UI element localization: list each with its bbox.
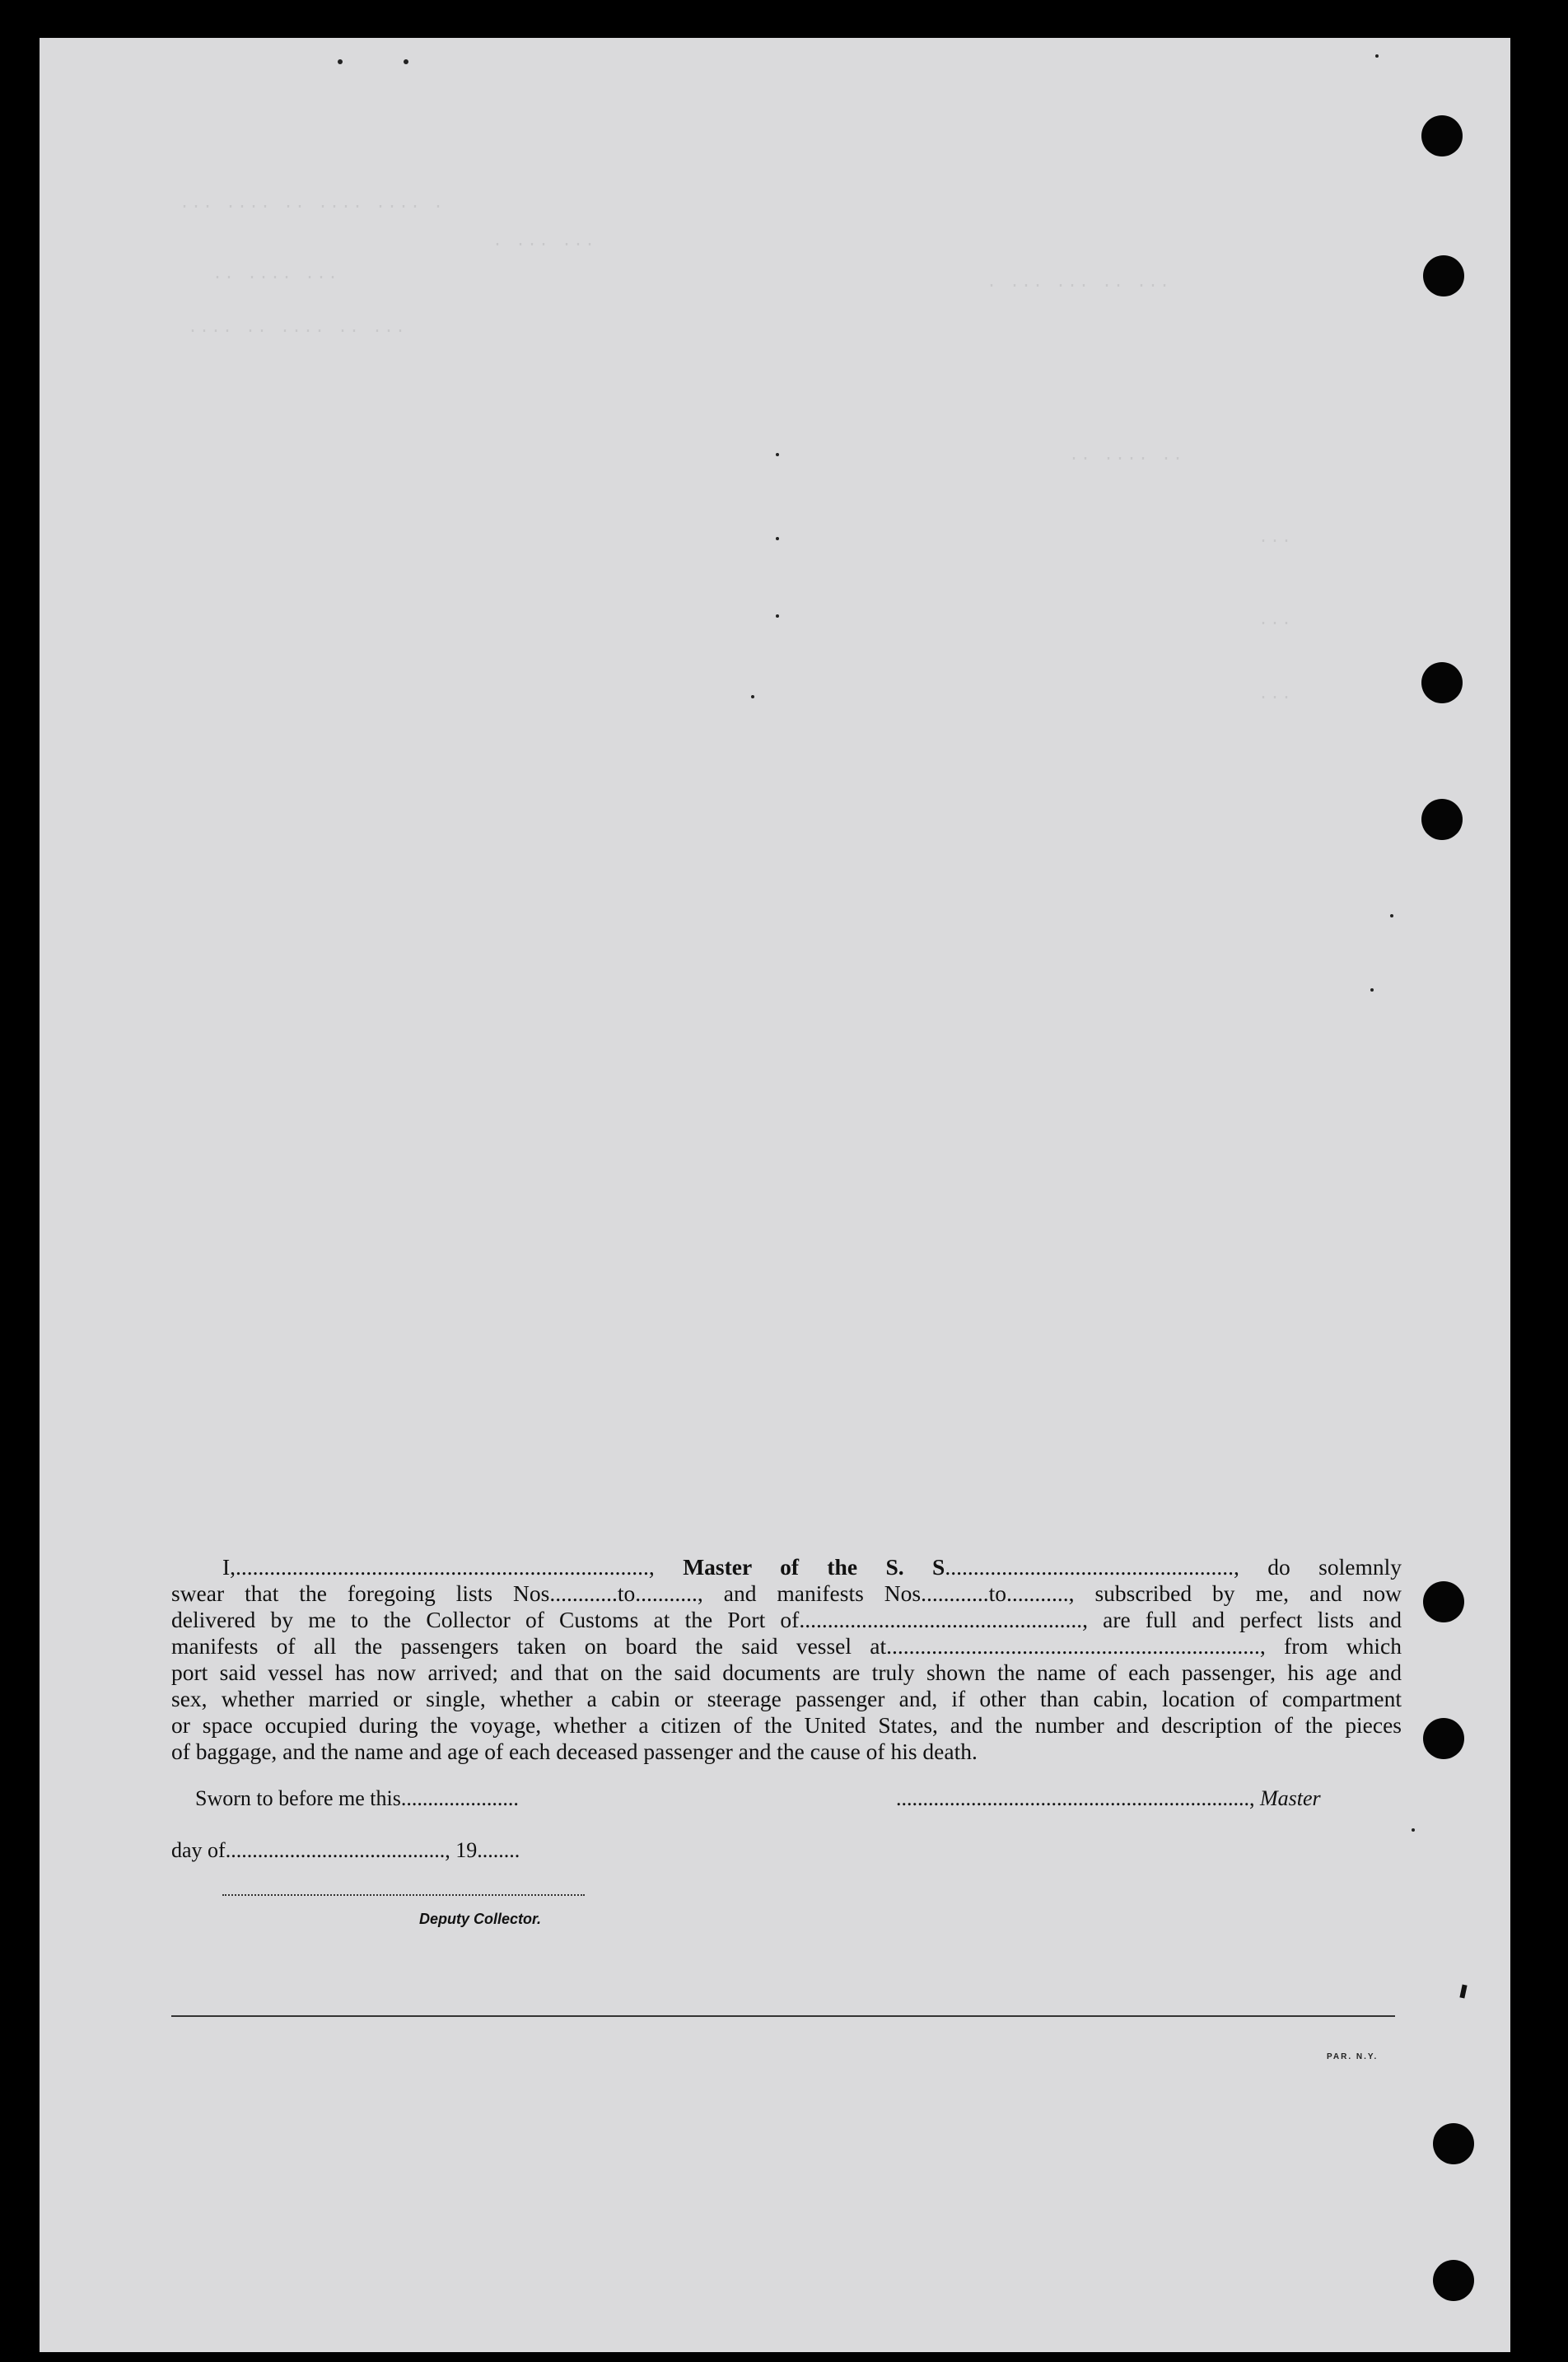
printer-mark: PAR. N.Y. bbox=[1327, 2052, 1379, 2061]
oath-line-8: of baggage, and the name and age of each deceased passenger and the cause of his death. bbox=[171, 1739, 978, 1764]
day-of-line: day of........................................., 19........ bbox=[171, 1838, 520, 1862]
bleed-through-text: ···· ·· ···· ·· ··· bbox=[188, 322, 408, 341]
ink-mark bbox=[1459, 1985, 1467, 1999]
oath-line-6: sex, whether married or single, whether a cabin or steerage passenger and, if other than cabin, location of compartment bbox=[171, 1686, 1402, 1711]
speck bbox=[776, 537, 779, 540]
oath-line-1 bbox=[171, 1554, 1402, 1580]
binder-hole bbox=[1433, 2260, 1474, 2301]
footer-rule bbox=[171, 2015, 1395, 2017]
speck bbox=[776, 453, 779, 456]
oath-line-1-start: I,........................................................................., bbox=[222, 1554, 684, 1580]
bleed-through-text: ·· ···· ··· bbox=[212, 268, 340, 287]
bleed-through-text: ··· ···· ·· ···· ···· · bbox=[180, 198, 446, 217]
deputy-signature-line bbox=[222, 1894, 585, 1896]
bleed-through-text: · ··· ··· bbox=[492, 236, 597, 254]
speck bbox=[1412, 1828, 1415, 1832]
binder-hole bbox=[1421, 115, 1463, 156]
oath-line-5: port said vessel has now arrived; and that on the said documents are truly shown the name of each passenger, his age and bbox=[171, 1659, 1402, 1685]
speck bbox=[404, 59, 408, 64]
binder-hole bbox=[1433, 2123, 1474, 2164]
bleed-through-text: · ··· ··· ·· ··· bbox=[987, 277, 1172, 296]
oath-line-2: swear that the foregoing lists Nos............to..........., and manifests Nos............to..........., subscribed by me, and now bbox=[171, 1580, 1402, 1606]
master-signature-dots: .................................................................., bbox=[896, 1786, 1260, 1810]
binder-hole bbox=[1421, 662, 1463, 703]
master-oath-paragraph bbox=[171, 1554, 1402, 1765]
bleed-through-text: ··· bbox=[1258, 532, 1294, 551]
speck bbox=[1375, 54, 1379, 58]
bleed-through-text: ··· bbox=[1258, 689, 1294, 707]
binder-hole bbox=[1421, 799, 1463, 840]
master-of-ss-label: Master of the S. S bbox=[683, 1554, 945, 1580]
speck bbox=[338, 59, 343, 64]
manifest-page bbox=[40, 38, 1510, 2352]
speck bbox=[751, 695, 754, 698]
deputy-collector-label: Deputy Collector. bbox=[419, 1911, 542, 1927]
sworn-before-line: Sworn to before me this...................... bbox=[195, 1786, 519, 1810]
master-label: Master bbox=[1260, 1786, 1321, 1810]
bleed-through-text: ··· bbox=[1258, 614, 1294, 633]
binder-hole bbox=[1423, 1718, 1464, 1759]
speck bbox=[1370, 988, 1374, 992]
oath-line-3: delivered by me to the Collector of Customs at the Port of.................................................., are full and perfect lists and bbox=[171, 1607, 1402, 1632]
oath-line-1-end: ..................................................., do solemnly bbox=[945, 1554, 1402, 1580]
binder-hole bbox=[1423, 255, 1464, 296]
master-signature-line bbox=[896, 1786, 1321, 1811]
oath-line-4: manifests of all the passengers taken on board the said vessel at.................................................................., from which bbox=[171, 1633, 1402, 1659]
speck bbox=[776, 614, 779, 618]
bleed-through-text: ·· ···· ·· bbox=[1069, 450, 1185, 469]
oath-line-7: or space occupied during the voyage, whether a citizen of the United States, and the number and description of the pieces bbox=[171, 1712, 1402, 1738]
binder-hole bbox=[1423, 1581, 1464, 1622]
speck bbox=[1390, 914, 1393, 917]
